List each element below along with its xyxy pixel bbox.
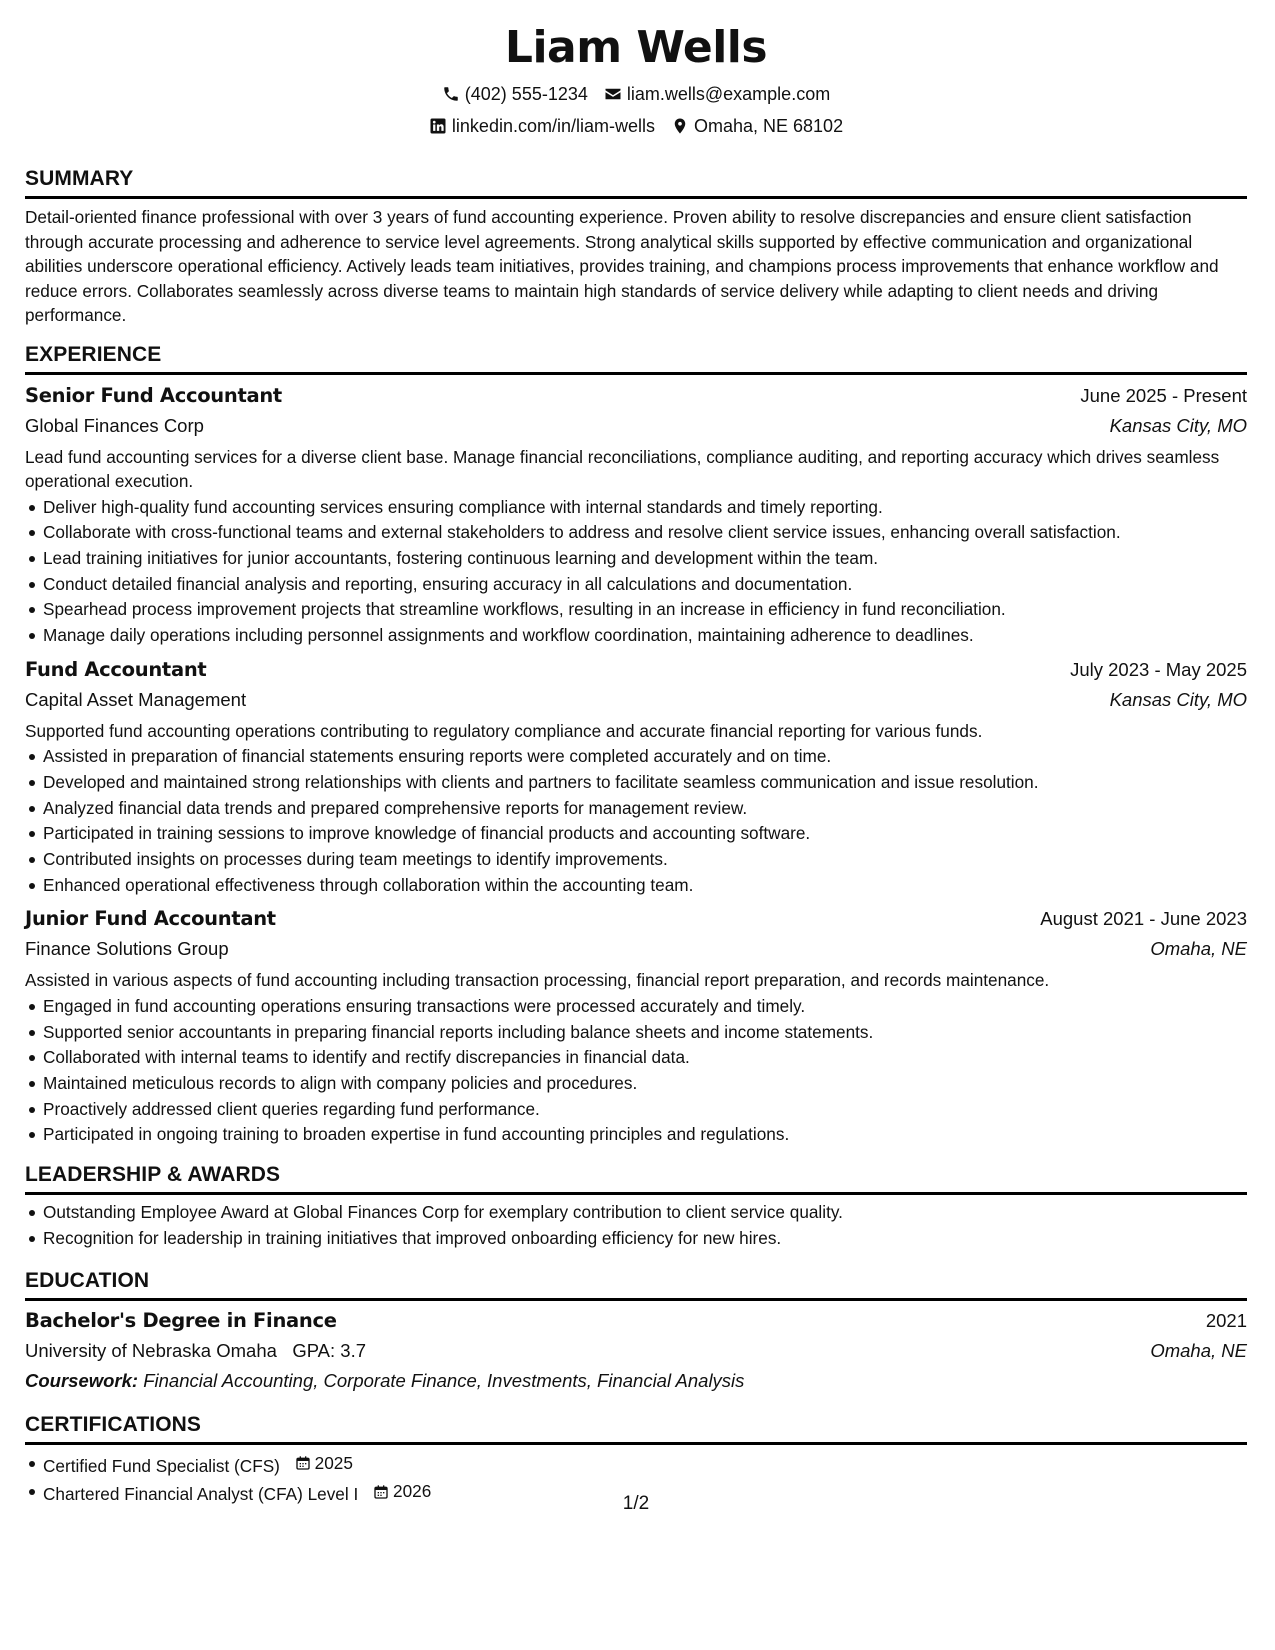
- calendar-icon: [295, 1455, 311, 1471]
- list-item: Conduct detailed financial analysis and reporting, ensuring accuracy in all calculations and documentation.: [25, 572, 1247, 598]
- job-bullets: [25, 495, 1247, 649]
- envelope-icon: [604, 85, 622, 103]
- leadership-section: [25, 1162, 1247, 1251]
- list-item: Proactively addressed client queries regarding fund performance.: [25, 1097, 1247, 1123]
- phone-icon: [442, 85, 460, 103]
- job-location: Omaha, NE: [1150, 938, 1247, 960]
- job-title: Fund Accountant: [25, 657, 207, 681]
- job-company: Global Finances Corp: [25, 414, 204, 436]
- school-name: University of Nebraska Omaha: [25, 1339, 277, 1361]
- coursework-text: Financial Accounting, Corporate Finance, Investments, Financial Analysis: [143, 1369, 745, 1391]
- list-item: Recognition for leadership in training initiatives that improved onboarding efficiency for new hires.: [25, 1226, 1247, 1252]
- linkedin-text: linkedin.com/in/liam-wells: [451, 116, 655, 136]
- cert-year-text: 2026: [393, 1481, 432, 1502]
- list-item: Lead training initiatives for junior accountants, fostering continuous learning and development within the team.: [25, 546, 1247, 572]
- job-entry: [25, 655, 1247, 899]
- job-company: Finance Solutions Group: [25, 938, 229, 960]
- section-title-education: EDUCATION: [25, 1268, 1247, 1301]
- job-description: Lead fund accounting services for a diverse client base. Manage financial reconciliations, compliance auditing, and reporting accuracy which drives seamless operational execution.: [25, 446, 1220, 491]
- experience-section: [25, 342, 1247, 1149]
- phone-text: (402) 555-1234: [464, 84, 588, 104]
- education-section: [25, 1268, 1247, 1396]
- list-item: Analyzed financial data trends and prepared comprehensive reports for management review.: [25, 796, 1247, 822]
- list-item: Outstanding Employee Award at Global Finances Corp for exemplary contribution to client service quality.: [25, 1200, 1247, 1226]
- summary-text: Detail-oriented finance professional with over 3 years of fund accounting experience. Proven ability to resolve discrepancies and ensure client satisfaction through accurate processing and adherence to service level agreements. Strong analytical skills supported by effective communication and organizational abilities underscore operational efficiency. Actively leads team initiatives, provides training, and champions process improvements that enhance workflow and reduce errors. Collaborates seamlessly across diverse teams to maintain high standards of service delivery while adapting to client needs and driving performance.: [25, 207, 1219, 325]
- list-item: Spearhead process improvement projects that streamline workflows, resulting in an increase in efficiency in fund reconciliation.: [25, 597, 1247, 623]
- list-item: Engaged in fund accounting operations ensuring transactions were processed accurately and timely.: [25, 994, 1247, 1020]
- job-entry: [25, 381, 1247, 649]
- location-text: Omaha, NE 68102: [693, 116, 844, 136]
- list-item: Supported senior accountants in preparing financial reports including balance sheets and income statements.: [25, 1020, 1247, 1046]
- awards-list: [25, 1200, 1247, 1251]
- list-item: Maintained meticulous records to align with company policies and procedures.: [25, 1071, 1247, 1097]
- cert-year-text: 2025: [314, 1452, 353, 1473]
- list-item: Enhanced operational effectiveness through collaboration within the accounting team.: [25, 873, 1247, 899]
- candidate-name: Liam Wells: [504, 22, 768, 73]
- list-item: [25, 1451, 1247, 1480]
- job-company: Capital Asset Management: [25, 688, 247, 710]
- job-bullets: [25, 994, 1247, 1148]
- email-contact[interactable]: [604, 82, 830, 106]
- section-title-summary: SUMMARY: [25, 166, 1247, 199]
- job-dates: August 2021 - June 2023: [1040, 908, 1247, 930]
- map-pin-icon: [671, 117, 689, 135]
- job-description: Assisted in various aspects of fund accounting including transaction processing, financial report preparation, and records maintenance.: [25, 970, 1050, 991]
- coursework-label: Coursework:: [25, 1369, 139, 1391]
- section-title-certifications: CERTIFICATIONS: [25, 1412, 1247, 1445]
- school-line: [25, 1336, 366, 1365]
- job-entry: [25, 904, 1247, 1148]
- list-item: Deliver high-quality fund accounting services ensuring compliance with internal standards and timely reporting.: [25, 495, 1247, 521]
- job-dates: June 2025 - Present: [1080, 384, 1247, 406]
- cert-name: Certified Fund Specialist (CFS): [43, 1455, 280, 1476]
- list-item: Developed and maintained strong relationships with clients and partners to facilitate seamless communication and issue resolution.: [25, 770, 1247, 796]
- linkedin-icon: [429, 117, 447, 135]
- job-title: Junior Fund Accountant: [25, 907, 276, 931]
- resume-page: [25, 0, 1247, 1650]
- list-item: Manage daily operations including personnel assignments and workflow coordination, maintaining adherence to deadlines.: [25, 623, 1247, 649]
- list-item: Assisted in preparation of financial statements ensuring reports were completed accurately and on time.: [25, 744, 1247, 770]
- job-bullets: [25, 744, 1247, 898]
- cert-name: Chartered Financial Analyst (CFA) Level I: [43, 1483, 359, 1504]
- job-description: Supported fund accounting operations contributing to regulatory compliance and accurate financial reporting for various funds.: [25, 720, 983, 741]
- resume-header: [25, 0, 1247, 138]
- section-title-leadership: LEADERSHIP & AWARDS: [25, 1162, 1247, 1195]
- page-number: 1/2: [622, 1493, 650, 1514]
- summary-section: [25, 166, 1247, 328]
- location-contact: [671, 114, 843, 138]
- email-text: liam.wells@example.com: [626, 84, 831, 104]
- list-item: Contributed insights on processes during team meetings to identify improvements.: [25, 847, 1247, 873]
- job-title: Senior Fund Accountant: [25, 383, 282, 407]
- linkedin-contact[interactable]: [429, 114, 655, 138]
- coursework-line: [25, 1366, 1247, 1396]
- list-item: Collaborate with cross-functional teams and external stakeholders to address and resolve client service issues, enhancing overall satisfaction.: [25, 520, 1247, 546]
- section-title-experience: EXPERIENCE: [25, 342, 1247, 375]
- list-item: Collaborated with internal teams to identify and rectify discrepancies in financial data.: [25, 1045, 1247, 1071]
- list-item: Participated in ongoing training to broaden expertise in fund accounting principles and regulations.: [25, 1122, 1247, 1148]
- graduation-year: 2021: [1205, 1309, 1247, 1331]
- cert-year: [295, 1451, 353, 1477]
- job-dates: July 2023 - May 2025: [1070, 658, 1247, 680]
- contact-row-1: [25, 82, 1247, 106]
- job-location: Kansas City, MO: [1109, 688, 1247, 710]
- job-location: Kansas City, MO: [1109, 414, 1247, 436]
- phone-contact: [442, 82, 588, 106]
- list-item: Participated in training sessions to improve knowledge of financial products and accounting software.: [25, 821, 1247, 847]
- degree-title: Bachelor's Degree in Finance: [25, 1308, 337, 1332]
- gpa: GPA: 3.7: [292, 1339, 367, 1361]
- contact-row-2: [25, 114, 1247, 138]
- school-location: Omaha, NE: [1150, 1339, 1247, 1361]
